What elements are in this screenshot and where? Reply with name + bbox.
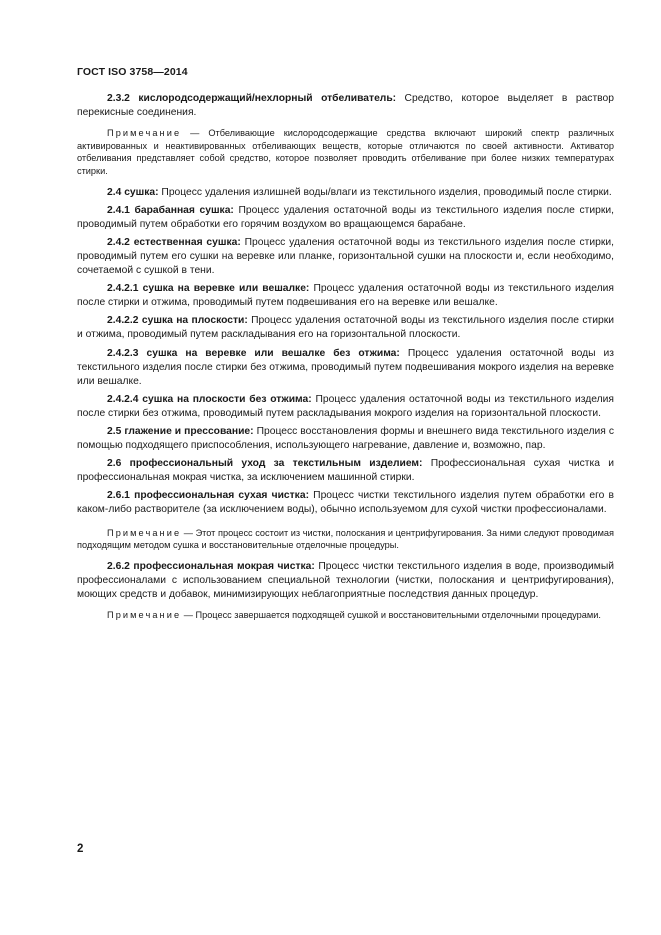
clause-number: 2.6 (107, 458, 122, 470)
clause-term: кислородсодержащий/нехлорный отбеливатель: (138, 93, 397, 104)
note-label: Примечание (107, 610, 182, 620)
note-label: Примечание (107, 128, 182, 139)
clause-term: сушка на веревке или вешалке: (142, 283, 310, 295)
document-body (77, 92, 614, 630)
clause-number: 2.4.2.3 (107, 347, 139, 359)
clause-text: Процесс удаления остаточной воды из текстильного изделия после стирки без отжима, проводимый путем подвешивания мокрого изделия на веревке или вешалке. (77, 347, 614, 387)
clause-number: 2.4.1 (107, 204, 130, 216)
clause-2-4-2 (77, 236, 614, 278)
clause-text: Профессиональная сухая чистка и профессиональная мокрая чистка, за исключением машинной стирки. (77, 458, 614, 484)
clause-number: 2.6.2 (107, 560, 130, 572)
note (77, 609, 614, 622)
clause-term: профессиональная мокрая чистка: (133, 560, 315, 572)
clause-term: естественная сушка: (133, 236, 241, 248)
clause-2-4-2-2 (77, 314, 614, 342)
document-header: ГОСТ ISO 3758—2014 (77, 66, 188, 78)
clause-number: 2.3.2 (107, 93, 130, 104)
clause-2-3-2 (77, 92, 614, 120)
clause-number: 2.4.2 (107, 236, 130, 248)
clause-text: Средство, которое выделяет в раствор перекисные соединения. (77, 93, 614, 119)
clause-text: Процесс чистки текстильного изделия в воде, производимый профессионалами с использованием специальной технологии (чистки, полоскания и центрифугирования), моющих средств и добавок, минимизирующих неблагоприятные последствия данных процедур. (77, 560, 614, 600)
note-label: Примечание (107, 527, 182, 538)
clause-number: 2.5 (107, 425, 122, 437)
note-text: — Процесс завершается подходящей сушкой и восстановительными отделочными процедурами. (181, 610, 601, 620)
clause-number: 2.4 (107, 186, 122, 198)
clause-term: сушка на веревке или вешалке без отжима: (146, 347, 400, 359)
clause-2-6 (77, 457, 614, 485)
clause-text: Процесс удаления остаточной воды из текстильного изделия после стирки и отжима, проводимый путем подвешивания его на веревке или вешалке. (77, 283, 614, 309)
note-text: — Отбеливающие кислородсодержащие средства включают широкий спектр различных активированных и неактивированных отбеливающих веществ, которые отличаются по своей активности. Активатор отбеливания представляет собой средство, которое позволяет проводить отбеливание при более низких температурах стирки. (77, 128, 614, 176)
clause-2-5 (77, 425, 614, 453)
clause-text: Процесс восстановления формы и внешнего вида текстильного изделия с помощью подходящего приспособления, использующего нагревание, давление и, возможно, пар. (77, 425, 614, 452)
clause-2-6-1 (77, 489, 614, 517)
clause-term: барабанная сушка: (134, 204, 234, 216)
note-text: — Этот процесс состоит из чистки, полоскания и центрифугирования. За ними следуют проводимая подходящим методом сушка и восстановительные отделочные процедуры. (77, 527, 614, 551)
clause-number: 2.4.2.2 (107, 315, 139, 327)
clause-number: 2.6.1 (107, 490, 130, 502)
clause-2-4-2-3 (77, 347, 614, 389)
clause-2-6-2 (77, 560, 614, 602)
clause-2-4-2-4 (77, 393, 614, 421)
clause-text: Процесс удаления остаточной воды из текстильного изделия после стирки, проводимый путем его сушки на веревке или планке, горизонтальной сушки на плоскости и, если необходимо, сочетаемой с сушкой в тени. (77, 236, 614, 277)
clause-text: Процесс удаления остаточной воды из текстильного изделия после стирки, проводимый путем обработки его горячим воздухом во вращающемся барабане. (77, 204, 614, 230)
clause-2-4 (77, 186, 614, 200)
clause-number: 2.4.2.4 (107, 393, 139, 405)
clause-text: Процесс чистки текстильного изделия путем обработки его в каком-либо растворителе (за исключением воды), обычно используемом для сухой чистки профессионалами. (77, 490, 614, 516)
note (77, 527, 614, 552)
clause-number: 2.4.2.1 (107, 283, 139, 295)
clause-term: профессиональная сухая чистка: (134, 490, 309, 502)
clause-2-4-2-1 (77, 282, 614, 310)
clause-text: Процесс удаления остаточной воды из текстильного изделия после стирки без отжима, проводимый путем раскладывания мокрого изделия на горизонтальной плоскости. (77, 393, 614, 419)
clause-text: Процесс удаления излишней воды/влаги из текстильного изделия, проводимый после стирки. (158, 186, 612, 198)
clause-term: глажение и прессование: (124, 425, 254, 437)
page-number: 2 (77, 843, 84, 855)
clause-term: сушка на плоскости без отжима: (142, 393, 312, 405)
clause-term: сушка: (124, 186, 159, 198)
clause-term: сушка на плоскости: (141, 315, 248, 327)
note (77, 127, 614, 177)
clause-2-4-1 (77, 204, 614, 232)
clause-text: Процесс удаления остаточной воды из текстильного изделия после стирки и отжима, проводимый путем раскладывания его на горизонтальной плоскости. (77, 315, 614, 341)
clause-term: профессиональный уход за текстильным изделием: (129, 458, 423, 470)
